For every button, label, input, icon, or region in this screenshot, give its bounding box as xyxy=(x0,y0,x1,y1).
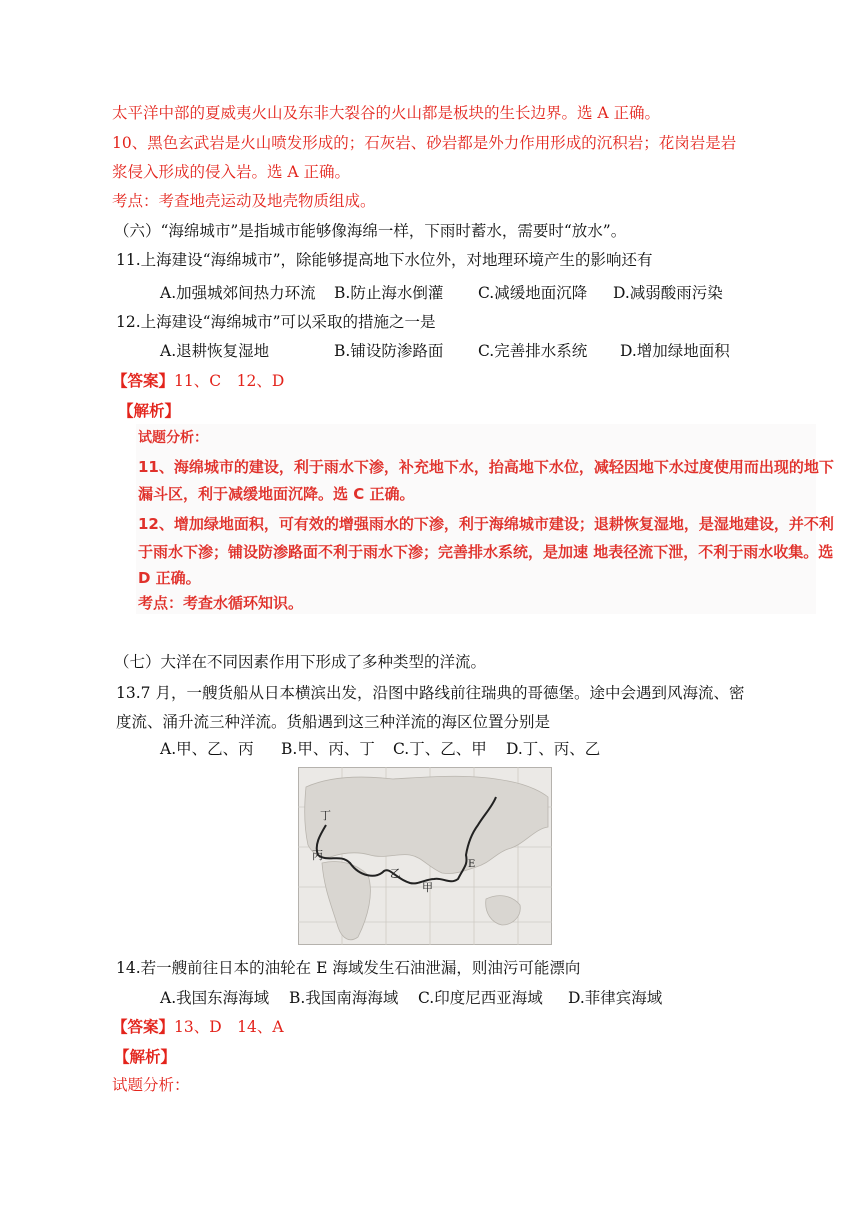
answer-label: 【答案】 xyxy=(112,1017,175,1036)
scan-line: D 正确。 xyxy=(138,569,201,587)
q14-option-c: C.印度尼西亚海域 xyxy=(418,989,543,1007)
scan-line: 考点：考查水循环知识。 xyxy=(138,594,304,612)
map-label-ding: 丁 xyxy=(320,809,331,822)
answer-line xyxy=(112,1017,284,1037)
text-line: 考点：考查地壳运动及地壳物质组成。 xyxy=(112,192,376,210)
question-12: 12.上海建设“海绵城市”可以采取的措施之一是 xyxy=(116,313,436,331)
q14-option-a: A.我国东海海域 xyxy=(160,989,270,1007)
q11-option-b: B.防止海水倒灌 xyxy=(334,284,444,302)
map-label-jia: 甲 xyxy=(422,881,433,894)
question-13-cont: 度流、涌升流三种洋流。货船遇到这三种洋流的海区位置分别是 xyxy=(116,713,551,731)
q13-option-b: B.甲、丙、丁 xyxy=(281,740,375,758)
q11-option-a: A.加强城郊间热力环流 xyxy=(160,284,316,302)
answer-label: 【答案】 xyxy=(112,371,175,390)
text-line: 浆侵入形成的侵入岩。选 A 正确。 xyxy=(112,163,351,181)
answer-text: 13、D 14、A xyxy=(174,1018,284,1036)
q13-option-d: D.丁、丙、乙 xyxy=(506,740,601,758)
analysis-label: 【解析】 xyxy=(118,401,181,420)
question-11: 11.上海建设“海绵城市”，除能够提高地下水位外，对地理环境产生的影响还有 xyxy=(116,251,653,269)
question-13: 13.7 月，一艘货船从日本横滨出发，沿图中路线前往瑞典的哥德堡。途中会遇到风海流、密 xyxy=(116,684,745,702)
map-label-e: E xyxy=(468,859,476,870)
q12-option-d: D.增加绿地面积 xyxy=(620,342,730,360)
answer-text: 11、C 12、D xyxy=(174,372,285,390)
scan-line: 12、增加绿地面积，可有效的增强雨水的下渗，利于海绵城市建设；退耕恢复湿地，是湿地建设，并不利 xyxy=(138,515,834,533)
q14-option-d: D.菲律宾海域 xyxy=(568,989,663,1007)
q12-option-b: B.铺设防渗路面 xyxy=(334,342,444,360)
map-label-bing: 丙 xyxy=(312,849,323,862)
route-map xyxy=(298,767,552,945)
scan-line: 漏斗区，利于减缓地面沉降。选 C 正确。 xyxy=(138,485,415,503)
q13-option-a: A.甲、乙、丙 xyxy=(160,740,254,758)
section-heading: （六）“海绵城市”是指城市能够像海绵一样，下雨时蓄水，需要时“放水”。 xyxy=(114,222,627,240)
section-heading: （七）大洋在不同因素作用下形成了多种类型的洋流。 xyxy=(114,653,487,671)
analysis-label: 【解析】 xyxy=(114,1047,177,1066)
q11-option-c: C.减缓地面沉降 xyxy=(478,284,588,302)
q11-option-d: D.减弱酸雨污染 xyxy=(613,284,723,302)
q12-option-a: A.退耕恢复湿地 xyxy=(160,342,270,360)
analysis-subheading: 试题分析： xyxy=(112,1076,190,1094)
scanned-analysis-block xyxy=(136,424,834,614)
q13-option-c: C.丁、乙、甲 xyxy=(393,740,487,758)
q14-option-b: B.我国南海海域 xyxy=(289,989,399,1007)
question-14: 14.若一艘前往日本的油轮在 E 海域发生石油泄漏，则油污可能漂向 xyxy=(116,959,581,977)
text-line: 太平洋中部的夏威夷火山及东非大裂谷的火山都是板块的生长边界。选 A 正确。 xyxy=(112,104,661,122)
scan-line: 试题分析： xyxy=(138,430,208,446)
scan-line: 11、海绵城市的建设，利于雨水下渗，补充地下水，抬高地下水位，减轻因地下水过度使用而出现的地下 xyxy=(138,458,834,476)
answer-line xyxy=(112,371,284,391)
scan-line: 于雨水下渗；铺设防渗路面不利于雨水下渗；完善排水系统，是加速 地表径流下泄，不利于雨水收集。选 xyxy=(138,543,834,561)
text-line: 10、黑色玄武岩是火山喷发形成的；石灰岩、砂岩都是外力作用形成的沉积岩；花岗岩是岩 xyxy=(112,134,737,152)
q12-option-c: C.完善排水系统 xyxy=(478,342,588,360)
map-label-yi: 乙 xyxy=(390,867,401,880)
